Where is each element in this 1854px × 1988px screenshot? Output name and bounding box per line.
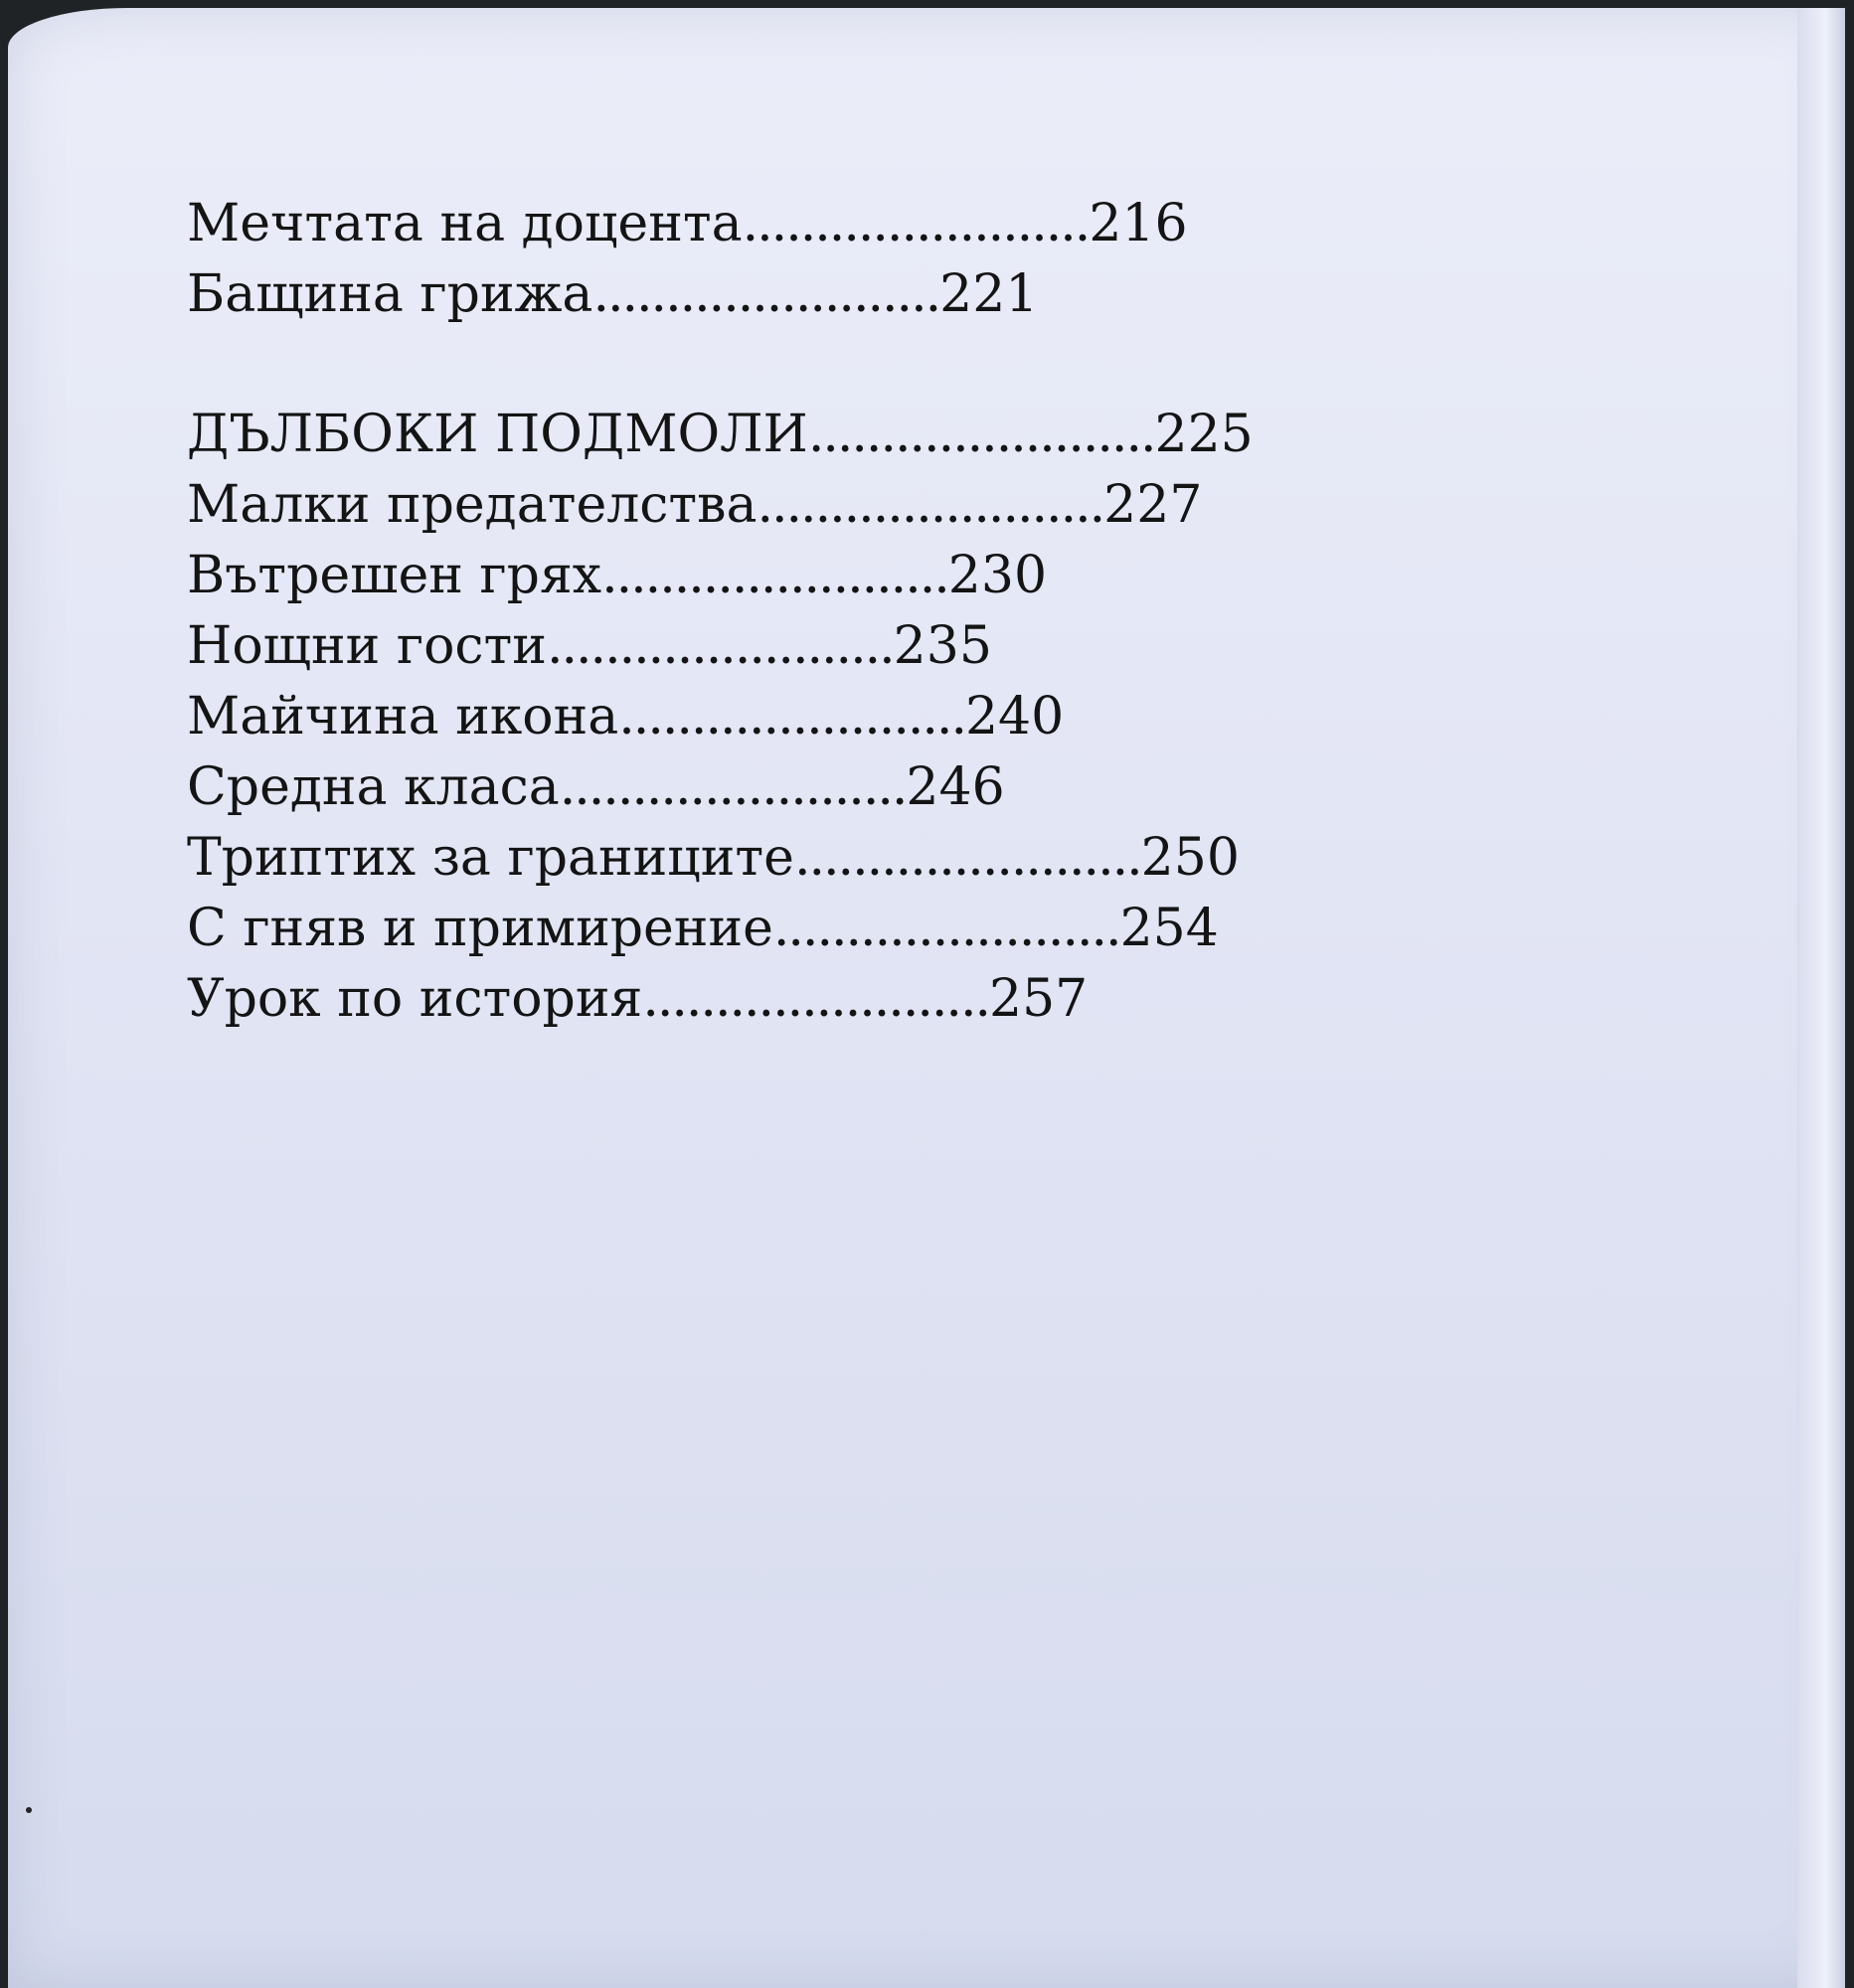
- toc-leader-dots: ........................: [742, 194, 1090, 253]
- toc-page-number: 216: [1089, 194, 1188, 253]
- toc-entry-title: Мечтата на доцента: [187, 194, 743, 253]
- toc-leader-dots: ........................: [601, 546, 948, 605]
- toc-leader-dots: ........................: [559, 757, 907, 817]
- toc-page-number: 221: [939, 264, 1039, 324]
- book-page: [8, 8, 1845, 1988]
- toc-page-number: 230: [947, 546, 1048, 605]
- toc-entry-title: Средна класа: [187, 757, 560, 817]
- toc-leader-dots: ........................: [642, 969, 990, 1029]
- toc-entry-title: Майчина икона: [187, 687, 619, 746]
- page-edge: [1797, 8, 1845, 1988]
- toc-entry: [187, 752, 1254, 823]
- toc-entry: [187, 189, 1254, 259]
- toc-entry: [187, 541, 1254, 611]
- toc-entry-title: С гняв и примирение: [187, 899, 773, 958]
- toc-leader-dots: ........................: [546, 616, 894, 676]
- toc-leader-dots: ........................: [618, 687, 965, 746]
- toc-section-heading: [187, 400, 1254, 470]
- toc-leader-dots: ........................: [592, 264, 940, 324]
- table-of-contents: [187, 189, 1254, 1035]
- toc-page-number: 257: [989, 969, 1089, 1029]
- toc-entry: [187, 470, 1254, 541]
- toc-entry-title: Вътрешен грях: [187, 546, 602, 605]
- toc-page-number: 227: [1103, 475, 1203, 535]
- toc-section-title: ДЪЛБОКИ ПОДМОЛИ: [187, 405, 808, 464]
- toc-page-number: 254: [1119, 899, 1219, 958]
- toc-entry-title: Триптих за границите: [187, 828, 794, 888]
- toc-entry: [187, 611, 1254, 682]
- paper-speck: [26, 1807, 32, 1813]
- toc-leader-dots: ........................: [807, 405, 1155, 464]
- toc-page-number: 250: [1140, 828, 1240, 888]
- toc-entry: [187, 823, 1254, 894]
- toc-page-number: 235: [893, 616, 992, 676]
- toc-entry-title: Бащина грижа: [187, 264, 593, 324]
- toc-page-number: 225: [1154, 405, 1254, 464]
- toc-leader-dots: ........................: [757, 475, 1104, 535]
- toc-leader-dots: ........................: [772, 899, 1120, 958]
- toc-entry: [187, 964, 1254, 1035]
- toc-entry-title: Малки предателства: [187, 475, 758, 535]
- toc-page-number: 246: [906, 757, 1005, 817]
- toc-page-number: 240: [964, 687, 1065, 746]
- toc-entry: [187, 259, 1254, 330]
- toc-entry-title: Урок по история: [187, 969, 643, 1029]
- toc-entry-title: Нощни гости: [187, 616, 547, 676]
- toc-entry: [187, 682, 1254, 752]
- toc-leader-dots: ........................: [793, 828, 1141, 888]
- toc-entry: [187, 894, 1254, 964]
